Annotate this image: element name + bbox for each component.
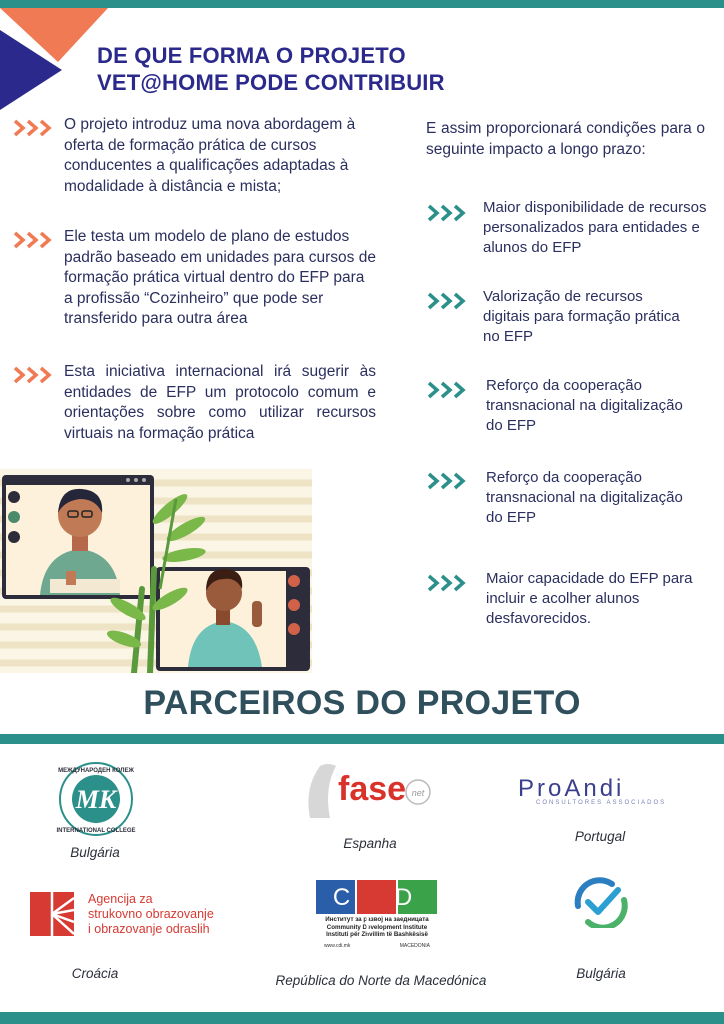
chevrons-icon (426, 204, 468, 222)
logo-text: strukovno obrazovanje (88, 907, 214, 921)
proandi-logo (514, 774, 684, 808)
impact-item-4: Reforço da cooperação transnacional na digitalização do EFP (486, 469, 683, 526)
partner-country: Espanha (343, 836, 397, 851)
partner-country: Bulgária (576, 966, 626, 981)
bottom-band (0, 1012, 724, 1024)
logo-text: Agencija za (88, 892, 153, 906)
agencija-logo (30, 888, 74, 938)
left-item-1: O projeto introduz uma nova abordagem à oferta de formação prática de cursos conducentes a qualificações adaptadas à modalidade à distância e mista; (64, 116, 356, 195)
chevrons-icon (12, 366, 54, 384)
chevrons-icon (426, 472, 468, 490)
right-intro: E assim proporcionará condições para o seguinte impacto a longo prazo: (426, 120, 705, 158)
agencija-logo-text (88, 892, 214, 937)
logo-text: C D I (332, 884, 432, 939)
partner-country: Bulgária (70, 845, 120, 860)
logo-text: www.cdi.mk (324, 942, 351, 949)
svg-text:MK: MK (75, 785, 117, 814)
chevrons-icon (12, 119, 54, 137)
logo-text: Community Development Institute (326, 923, 428, 931)
logo-text: i obrazovanje odraslih (88, 922, 210, 936)
logo-text: fase (338, 770, 407, 808)
logo-text: net (411, 788, 425, 798)
chevrons-icon (426, 292, 468, 310)
partner-country: Portugal (574, 829, 626, 844)
page-title (97, 42, 517, 96)
logo-text: МЕЖДУНАРОДЕН КОЛЕЖ (58, 768, 134, 774)
impact-item-3: Reforço da cooperação transnacional na digitalização do EFP (486, 377, 683, 434)
left-item-2: Ele testa um modelo de plano de estudos padrão baseado em unidades para cursos de formação prática virtual dentro do EFP para a profissão “Cozinheiro” que pode ser transferido para outra área (64, 228, 376, 327)
logo-text: INTERNATIONAL COLLEGE (56, 828, 136, 834)
corner-triangles (0, 0, 110, 115)
logo-text: Instituti për Zhvillim të Bashkësisë (326, 931, 428, 938)
mid-band (0, 734, 724, 744)
impact-item-1: Maior disponibilidade de recursos personalizados para entidades e alunos do EFP (483, 199, 707, 256)
title-line-1: DE QUE FORMA O PROJETO (97, 43, 406, 68)
partner-country: República do Norte da Macedónica (275, 973, 487, 988)
logo-text: Институт за развој на заедницата (325, 916, 429, 923)
video-call-illustration (0, 469, 312, 673)
checkmark-logo (568, 876, 634, 928)
logo-text: CONSULTORES ASSOCIADOS (536, 800, 667, 806)
international-college-logo (56, 760, 136, 838)
chevrons-icon (426, 381, 468, 399)
title-line-2: VET@HOME PODE CONTRIBUIR (97, 70, 445, 95)
impact-item-5: Maior capacidade do EFP para incluir e acolher alunos desfavorecidos. (486, 570, 693, 627)
chevrons-icon (12, 231, 54, 249)
logo-text: ProAndi (518, 775, 625, 802)
chevrons-icon (426, 574, 468, 592)
partners-title: PARCEIROS DO PROJETO (143, 684, 581, 722)
logo-text: MACEDONIA (399, 942, 430, 949)
fase-logo (300, 758, 440, 826)
cdi-logo (316, 880, 438, 949)
partner-country: Croácia (71, 966, 119, 981)
left-item-3: Esta iniciativa internacional irá sugerir às entidades de EFP um protocolo comum e orientações sobre como utilizar recursos virtuais na formação prática (64, 363, 376, 442)
impact-item-2: Valorização de recursos digitais para formação prática no EFP (483, 288, 680, 345)
